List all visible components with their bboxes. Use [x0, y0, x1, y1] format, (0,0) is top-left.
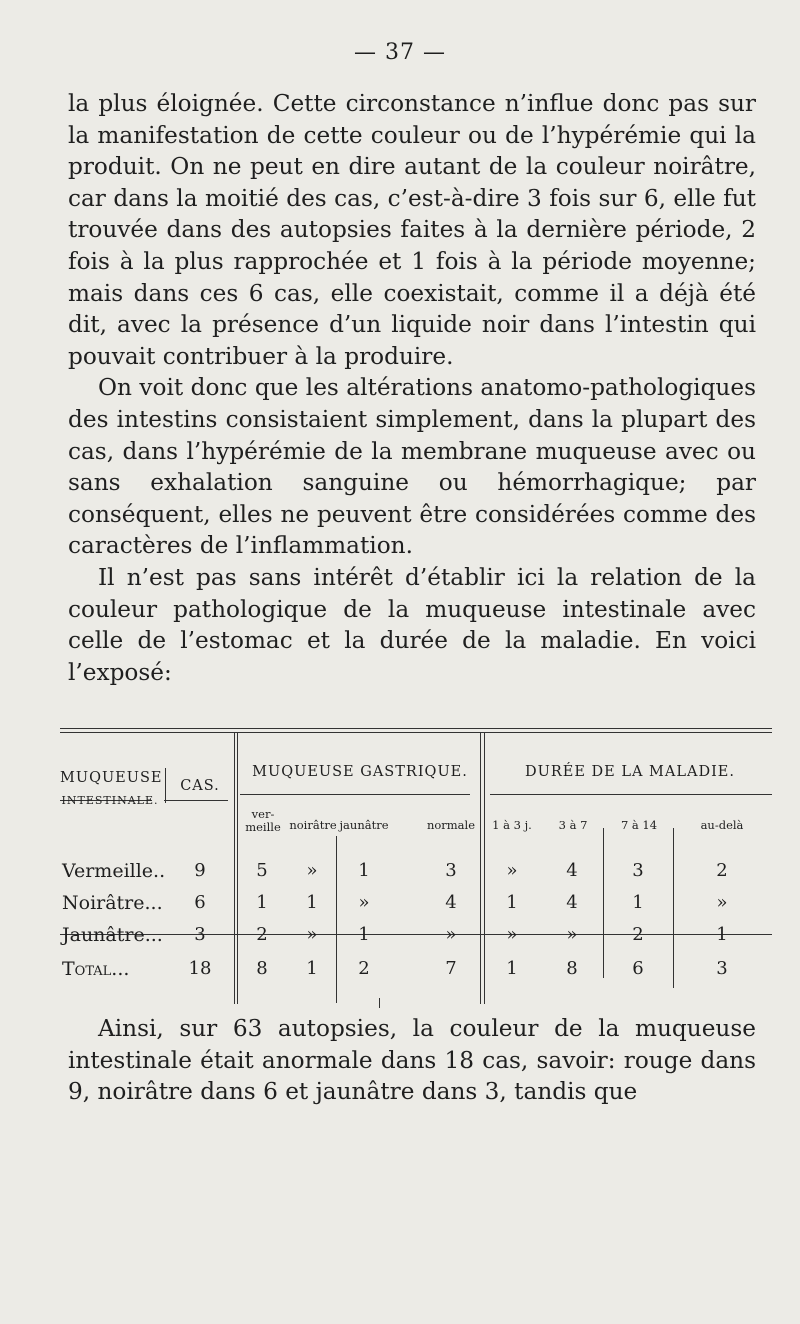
subheader-7-a-14: 7 à 14	[620, 818, 658, 832]
cell-cas: 9	[194, 860, 206, 881]
table-cell: 2	[358, 958, 370, 979]
row-label: Total...	[62, 958, 130, 980]
table-cell: 5	[256, 860, 268, 881]
table-cell: 2	[632, 924, 644, 945]
subheader-3-a-7: 3 à 7	[558, 818, 588, 832]
table-cell: 4	[566, 892, 578, 913]
body-text-top	[68, 88, 756, 688]
cell-cas: 3	[194, 924, 206, 945]
table-cell: »	[566, 924, 578, 945]
table-cell: 7	[445, 958, 457, 979]
subheader-1-a-3: 1 à 3 j.	[492, 818, 532, 832]
table-cell: 3	[632, 860, 644, 881]
table-cell: 1	[716, 924, 728, 945]
col-header-muqueuse: MUQUEUSE	[60, 770, 163, 786]
table-cell: 8	[566, 958, 578, 979]
subheader-normale: normale	[426, 818, 476, 832]
subheader-jaunatre: jaunâtre	[339, 818, 389, 832]
table-cell: 8	[256, 958, 268, 979]
table-cell: »	[716, 892, 728, 913]
table-cell: »	[306, 860, 318, 881]
table-cell: 2	[256, 924, 268, 945]
table-cell: 4	[566, 860, 578, 881]
body-text-bottom	[68, 1013, 756, 1108]
table-cell: »	[506, 924, 518, 945]
cell-cas: 6	[194, 892, 206, 913]
paragraph: On voit donc que les altérations anatomo-pathologiques des intestins consistaient simplement, dans la plupart des cas, dans l’hypérémie de la membrane muqueuse avec ou sans exhalation sanguine ou hémorrhagique; par conséquent, elles ne peuvent être considérées comme des caractères de l’inflammation.	[68, 374, 756, 560]
table-cell: »	[506, 860, 518, 881]
table-cell: 1	[358, 860, 370, 881]
table-cell: 3	[716, 958, 728, 979]
group-header-duree: DURÉE DE LA MALADIE.	[524, 764, 736, 780]
row-label: Noirâtre...	[62, 892, 163, 914]
paragraph: la plus éloignée. Cette circonstance n’influe donc pas sur la manifestation de cette couleur ou de l’hypérémie qui la produit. On ne peut en dire autant de la couleur noirâtre, car dans la moitié des cas, c’est-à-dire 3 fois sur 6, elle fut trouvée dans des autopsies faites à la dernière période, 2 fois à la plus rapprochée et 1 fois à la période moyenne; mais dans ces 6 cas, elle coexistait, comme il a déjà été dit, avec la présence d’un liquide noir dans l’intestin qui pouvait contribuer à la produire.	[68, 90, 756, 370]
paragraph: Il n’est pas sans intérêt d’établir ici la relation de la couleur pathologique de la muqueuse intestinale avec celle de l’estomac et la durée de la maladie. En voici l’exposé:	[68, 563, 756, 686]
subheader-vermeille: ver- meille	[245, 807, 281, 834]
data-table	[60, 728, 772, 1005]
table-cell: 3	[445, 860, 457, 881]
table-cell: 1	[506, 958, 518, 979]
row-label: Jaunâtre...	[62, 924, 163, 946]
col-header-intestinale: INTESTINALE.	[61, 794, 159, 807]
table-cell: »	[358, 892, 370, 913]
cell-cas: 18	[188, 958, 212, 979]
table-cell: 1	[306, 892, 318, 913]
table-cell: »	[306, 924, 318, 945]
table-cell: 6	[632, 958, 644, 979]
table-cell: 1	[632, 892, 644, 913]
subheader-au-dela: au-delà	[700, 818, 744, 832]
group-header-gastrique: MUQUEUSE GASTRIQUE.	[252, 764, 468, 780]
row-label: Vermeille..	[62, 860, 166, 882]
table-cell: 1	[256, 892, 268, 913]
table-cell: 1	[506, 892, 518, 913]
table-cell: »	[445, 924, 457, 945]
page-number: — 37 —	[354, 40, 446, 65]
table-cell: 1	[306, 958, 318, 979]
table-cell: 2	[716, 860, 728, 881]
table-cell: 1	[358, 924, 370, 945]
paragraph: Ainsi, sur 63 autopsies, la couleur de la muqueuse intestinale était anormale dans 18 cas, savoir: rouge dans 9, noirâtre dans 6 et jaunâtre dans 3, tandis que	[68, 1015, 756, 1106]
subheader-noiratre: noirâtre	[289, 818, 337, 832]
col-header-cas: CAS.	[180, 778, 220, 794]
table-cell: 4	[445, 892, 457, 913]
